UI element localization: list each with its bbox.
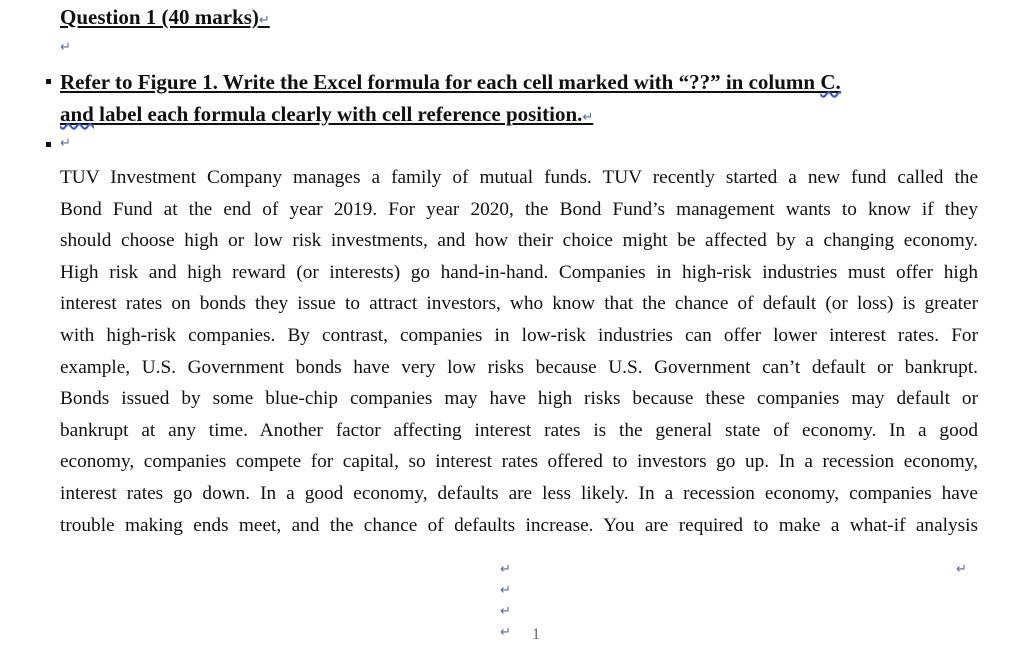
list-bullet-icon (46, 142, 51, 147)
body-paragraph (60, 162, 978, 541)
list-bullet-icon (46, 79, 51, 84)
instruction-part-1: Refer to Figure 1. Write the Excel formula for each cell marked with “??” in column (60, 70, 821, 94)
body-line: trouble making ends meet, and the chance of defaults increase. You are required to make a what-if analysis (60, 514, 978, 536)
paragraph-mark-icon: ↵ (500, 562, 511, 577)
instruction-text (60, 66, 986, 134)
instruction-part-3: label each formula clearly with cell reference position. (93, 102, 583, 126)
instruction-part-2: and (60, 102, 94, 126)
heading-text: Question 1 (40 marks) (60, 5, 259, 29)
body-line: bankrupt at any time. Another factor affecting interest rates is the general state of economy. In a good (60, 419, 978, 441)
body-line: should choose high or low risk investments, and how their choice might be affected by a changing economy. (60, 230, 978, 252)
column-reference: C. (820, 70, 841, 94)
body-line: interest rates on bonds they issue to attract investors, who know that the chance of default (or loss) is greater (60, 293, 978, 315)
paragraph-mark-icon: ↵ (500, 583, 511, 598)
body-line: economy, companies compete for capital, so interest rates offered to investors go up. In a recession economy, (60, 451, 978, 473)
paragraph-mark-icon: ↵ (956, 562, 967, 577)
body-line: TUV Investment Company manages a family of mutual funds. TUV recently started a new fund called the (60, 167, 978, 188)
paragraph-mark-icon: ↵ (500, 625, 511, 640)
paragraph-mark-icon: ↵ (60, 136, 71, 151)
footer-paragraph-marks (500, 562, 511, 646)
page-number: 1 (532, 626, 540, 643)
question-heading (60, 5, 270, 30)
body-line: High risk and high reward (or interests) go hand-in-hand. Companies in high-risk industries must offer high (60, 261, 978, 283)
body-line: example, U.S. Government bonds have very low risks because U.S. Government can’t default or bankrupt. (60, 356, 978, 378)
empty-paragraph (60, 38, 71, 56)
paragraph-mark-icon: ↵ (500, 604, 511, 619)
paragraph-mark-icon: ↵ (60, 40, 71, 55)
right-paragraph-mark (956, 560, 967, 578)
paragraph-mark-icon: ↵ (582, 110, 594, 125)
body-line: Bond Fund at the end of year 2019. For year 2020, the Bond Fund’s management wants to know if they (60, 198, 978, 220)
question-instruction (46, 66, 986, 134)
empty-list-item (60, 134, 71, 152)
body-line: interest rates go down. In a good economy, defaults are less likely. In a recession economy, companies have (60, 482, 978, 504)
paragraph-mark-icon: ↵ (258, 13, 270, 28)
body-line: with high-risk companies. By contrast, companies in low-risk industries can offer lower interest rates. For (60, 324, 978, 346)
body-line: Bonds issued by some blue-chip companies may have high risks because these companies may default or (60, 388, 978, 410)
